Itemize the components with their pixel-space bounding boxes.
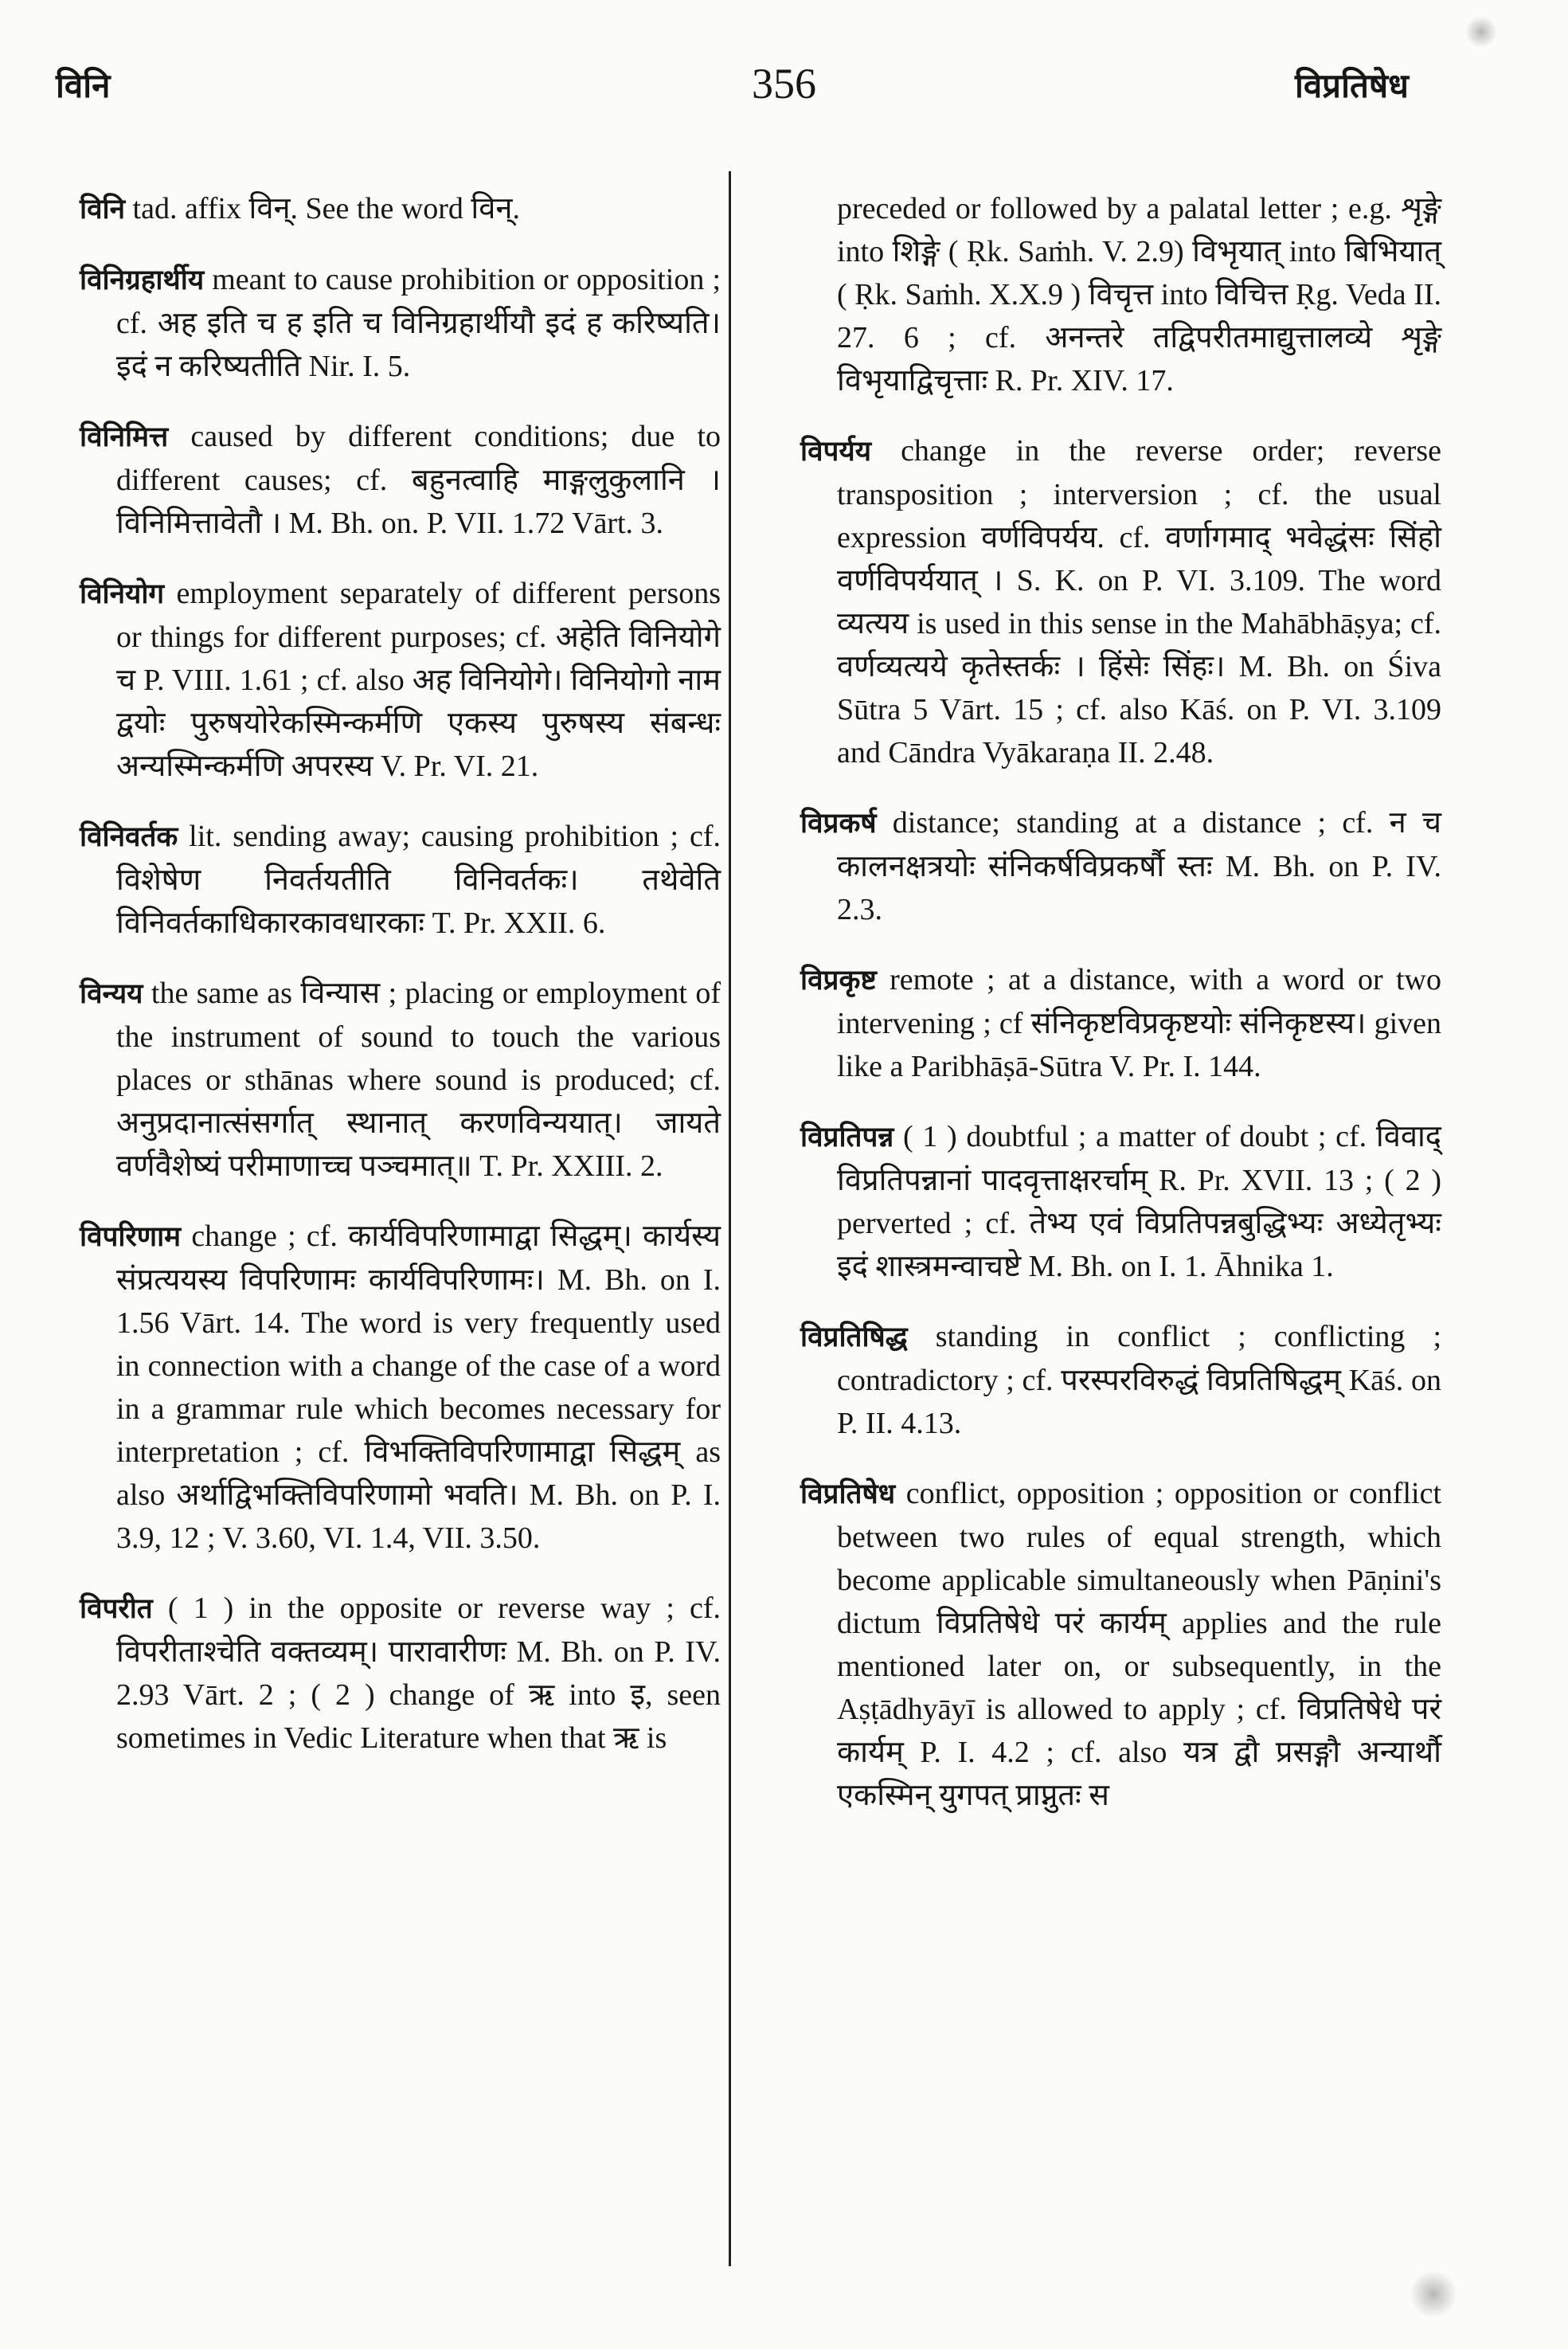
right-guide-word: विप्रतिषेध bbox=[1294, 66, 1409, 105]
dictionary-entry bbox=[80, 1215, 721, 1560]
entry-headword: विन्यय bbox=[80, 978, 143, 1010]
scan-speck bbox=[1410, 2270, 1457, 2318]
column-divider bbox=[729, 171, 731, 2266]
dictionary-entry bbox=[80, 415, 721, 545]
entry-headword: विप्रकृष्ट bbox=[800, 965, 877, 996]
entry-definition: tad. affix विन्. See the word विन्. bbox=[132, 192, 520, 225]
dictionary-entry bbox=[800, 801, 1441, 931]
entry-definition: the same as विन्यास ; placing or employment of the instrument of sound to touch the various places or sthānas where sound is produced; cf. अनुप्रदानात्संसर्गात् स्थानात् करणविन्ययात्। जायते वर्णवैशेष्यं परीमाणाच्च पञ्चमात्॥ T. Pr. XXIII. 2. bbox=[116, 977, 721, 1183]
entry-definition: caused by different conditions; due to different causes; cf. बहुनत्वाहि माङ्गलुकुलानि । विनिमित्तावेतौ । M. Bh. on. P. VII. 1.72 Vārt. 3. bbox=[116, 420, 721, 540]
page-number: 356 bbox=[752, 60, 816, 108]
entry-headword: विप्रतिषेध bbox=[800, 1478, 896, 1510]
dictionary-entry bbox=[800, 1472, 1441, 1817]
page-header bbox=[0, 0, 1568, 159]
entry-headword: विपर्यय bbox=[800, 436, 872, 468]
entry-definition: ( 1 ) in the opposite or reverse way ; cf. विपरीताश्चेति वक्तव्यम्। पारावारीणः M. Bh. on P. IV. 2.93 Vārt. 2 ; ( 2 ) change of ऋ into इ, seen sometimes in Vedic Literature when that ऋ is bbox=[116, 1591, 721, 1755]
dictionary-entry bbox=[80, 815, 721, 945]
dictionary-entry bbox=[800, 1315, 1441, 1445]
dictionary-entry bbox=[800, 1115, 1441, 1288]
entry-definition: distance; standing at a distance ; cf. न च कालनक्षत्रयोः संनिकर्षविप्रकर्षौ स्तः M. Bh. on P. IV. 2.3. bbox=[837, 806, 1442, 926]
entry-headword: विप्रतिषिद्ध bbox=[800, 1321, 908, 1353]
entry-headword: विपरिणाम bbox=[80, 1221, 182, 1253]
entry-definition: employment separately of different persons or things for different purposes; cf. अहेति विनियोगे च P. VIII. 1.61 ; cf. also अह विनियोगे। विनियोगो नाम द्वयोः पुरुषयोरेकस्मिन्कर्मणि एकस्य पुरुषस्य संबन्धः अन्यस्मिन्कर्मणि अपरस्य V. Pr. VI. 21. bbox=[116, 577, 721, 783]
dictionary-entry bbox=[80, 972, 721, 1188]
dictionary-entry bbox=[80, 187, 721, 231]
entry-headword: विपरीत bbox=[80, 1593, 153, 1625]
dictionary-entry bbox=[800, 429, 1441, 774]
entry-definition: standing in conflict ; conflicting ; contradictory ; cf. परस्परविरुद्धं विप्रतिषिद्धम् Kāś. on P. II. 4.13. bbox=[837, 1320, 1441, 1440]
entry-definition: conflict, opposition ; opposition or conflict between two rules of equal strength, which become applicable simultaneously when Pāṇini's dictum विप्रतिषेधे परं कार्यम् applies and the rule mentioned later on, or subsequently, in the Aṣṭādhyāyī is allowed to apply ; cf. विप्रतिषेधे परं कार्यम् P. I. 4.2 ; cf. also यत्र द्वौ प्रसङ्गौ अन्यार्थौ एकस्मिन् युगपत् प्राप्नुतः स bbox=[837, 1477, 1442, 1812]
entry-headword: विनि bbox=[80, 194, 126, 225]
entry-definition: preceded or followed by a palatal letter ; e.g. शृङ्गे into शिङ्गे ( Ṛk. Saṁh. V. 2.9) विभृयात् into बिभियात् ( Ṛk. Saṁh. X.X.9 ) विचृत्त into विचित्त Ṛg. Veda II. 27. 6 ; cf. अनन्तरे तद्विपरीतमाद्युत्तालव्ये शृङ्गे विभृयाद्विचृत्ताः R. Pr. XIV. 17. bbox=[837, 192, 1441, 397]
dictionary-entry bbox=[80, 1587, 721, 1760]
entry-headword: विनिमित्त bbox=[80, 421, 169, 453]
entry-definition: change ; cf. कार्यविपरिणामाद्वा सिद्धम्। कार्यस्य संप्रत्ययस्य विपरिणामः कार्यविपरिणामः। M. Bh. on I. 1.56 Vārt. 14. The word is very frequently used in connection with a change of the case of a word in a grammar rule which becomes necessary for interpretation ; cf. विभक्तिविपरिणामाद्वा सिद्धम् as also अर्थाद्विभक्तिविपरिणामो भवति। M. Bh. on P. I. 3.9, 12 ; V. 3.60, VI. 1.4, VII. 3.50. bbox=[116, 1220, 721, 1555]
entry-definition: lit. sending away; causing prohibition ; cf. विशेषेण निवर्तयतीति विनिवर्तकः। तथेवेति विनिवर्तकाधिकारकावधारकाः T. Pr. XXII. 6. bbox=[116, 820, 721, 940]
entry-definition: ( 1 ) doubtful ; a matter of doubt ; cf. विवाद् विप्रतिपन्नानां पादवृत्ताक्षरर्चाम् R. Pr. XVII. 13 ; ( 2 ) perverted ; cf. तेभ्य एवं विप्रतिपन्नबुद्धिभ्यः अध्येतृभ्यः इदं शास्त्रमन्वाचष्टे M. Bh. on I. 1. Āhnika 1. bbox=[837, 1120, 1441, 1283]
dictionary-entry bbox=[80, 572, 721, 788]
dictionary-entry bbox=[837, 187, 1441, 402]
left-column bbox=[80, 187, 721, 1787]
entry-headword: विनियोग bbox=[80, 578, 165, 610]
dictionary-entry bbox=[800, 958, 1441, 1088]
entry-headword: विप्रतिपन्न bbox=[800, 1122, 894, 1153]
left-guide-word: विनि bbox=[56, 66, 111, 105]
entry-headword: विनिग्रहार्थीय bbox=[80, 264, 205, 296]
dictionary-entry bbox=[80, 258, 721, 388]
entry-definition: meant to cause prohibition or opposition ; cf. अह इति च ह इति च विनिग्रहार्थीयौ इदं ह करिष्यति। इदं न करिष्यतीति Nir. I. 5. bbox=[116, 263, 721, 383]
entry-definition: change in the reverse order; reverse transposition ; interversion ; cf. the usual expression वर्णविपर्यय. cf. वर्णागमाद् भवेद्धंसः सिंहो वर्णविपर्ययात् । S. K. on P. VI. 3.109. The word व्यत्यय is used in this sense in the Mahābhāṣya; cf. वर्णव्यत्यये कृतेस्तर्कः । हिंसेः सिंहः। M. Bh. on Śiva Sūtra 5 Vārt. 15 ; cf. also Kāś. on P. VI. 3.109 and Cāndra Vyākaraṇa II. 2.48. bbox=[837, 434, 1441, 769]
entry-headword: विप्रकर्ष bbox=[800, 808, 877, 840]
right-column bbox=[800, 187, 1441, 1844]
entry-headword: विनिवर्तक bbox=[80, 821, 178, 853]
scan-speck bbox=[1465, 16, 1497, 48]
entry-definition: remote ; at a distance, with a word or two intervening ; cf संनिकृष्टविप्रकृष्टयोः संनिकृष्टस्य। given like a Paribhāṣā-Sūtra V. Pr. I. 144. bbox=[837, 963, 1441, 1083]
